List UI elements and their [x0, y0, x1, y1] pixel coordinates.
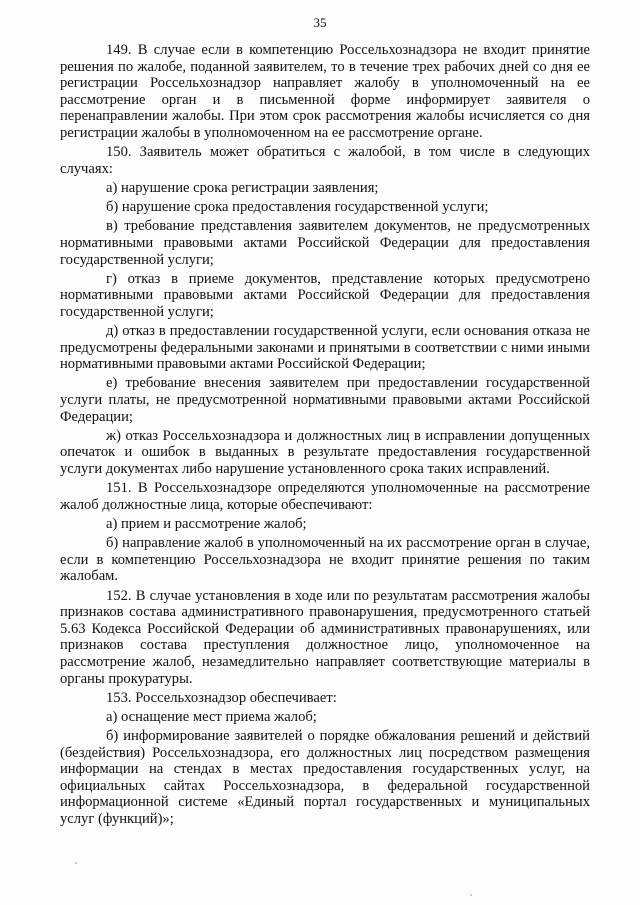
scan-speck	[75, 862, 77, 864]
list-item-153-b: б) информирование заявителей о порядке обжалования решений и действий (бездействия) Россельхознадзора, его должностных лиц посредством размещения информации на стендах в местах предоставления государственных услуг, на официальных сайтах Россельхознадзора, в федеральной государственной информационной системе «Единый портал государственных и муниципальных услуг (функций)»;	[60, 728, 590, 828]
list-item-150-b: б) нарушение срока предоставления государственной услуги;	[106, 199, 489, 216]
list-item-151-a: а) прием и рассмотрение жалоб;	[106, 515, 307, 532]
paragraph-151: 151. В Россельхознадзоре определяются уполномоченные на рассмотрение жалоб должностные лица, которые обеспечивают:	[60, 480, 590, 513]
scan-speck	[470, 894, 472, 896]
list-item-153-a: а) оснащение мест приема жалоб;	[106, 708, 317, 725]
document-body	[60, 42, 590, 830]
list-item-151-b: б) направление жалоб в уполномоченный на их рассмотрение орган в случае, если в компетенцию Россельхознадзора не входит принятие решения по таким жалобам.	[60, 535, 590, 585]
page-number: 35	[313, 15, 327, 30]
paragraph-150: 150. Заявитель может обратиться с жалобой, в том числе в следующих случаях:	[60, 144, 590, 177]
paragraph-153: 153. Россельхознадзор обеспечивает:	[106, 689, 337, 706]
list-item-150-d: д) отказ в предоставлении государственной услуги, если основания отказа не предусмотрены федеральными законами и принятыми в соответствии с ними иными нормативными правовыми актами Российской Федерации;	[60, 323, 590, 373]
list-item-150-v: в) требование представления заявителем документов, не предусмотренных нормативными правовыми актами Российской Федерации для предоставления государственной услуги;	[60, 218, 590, 268]
paragraph-149: 149. В случае если в компетенцию Россельхознадзора не входит принятие решения по жалобе, поданной заявителем, то в течение трех рабочих дней со дня ее регистрации Россельхознадзор направляет жалобу в уполномоченный на ее рассмотрение орган и в письменной форме информирует заявителя о перенаправлении жалобы. При этом срок рассмотрения жалобы исчисляется со дня регистрации жалобы в уполномоченном на ее рассмотрение органе.	[60, 42, 590, 141]
list-item-150-zh: ж) отказ Россельхознадзора и должностных лиц в исправлении допущенных опечаток и ошибок в выданных в результате предоставления государственной услуги документах либо нарушение установленного срока таких исправлений.	[60, 427, 590, 477]
list-item-150-g: г) отказ в приеме документов, представление которых предусмотрено нормативными правовыми актами Российской Федерации для предоставления государственной услуги;	[60, 270, 590, 320]
paragraph-152: 152. В случае установления в ходе или по результатам рассмотрения жалобы признаков состава административного правонарушения, предусмотренного статьей 5.63 Кодекса Российской Федерации об административных правонарушениях, или признаков состава преступления должностное лицо, уполномоченное на рассмотрение жалоб, незамедлительно направляет соответствующие материалы в органы прокуратуры.	[60, 587, 590, 687]
list-item-150-e: е) требование внесения заявителем при предоставлении государственной услуги платы, не предусмотренной нормативными правовыми актами Российской Федерации;	[60, 375, 590, 425]
list-item-150-a: а) нарушение срока регистрации заявления;	[106, 179, 379, 196]
